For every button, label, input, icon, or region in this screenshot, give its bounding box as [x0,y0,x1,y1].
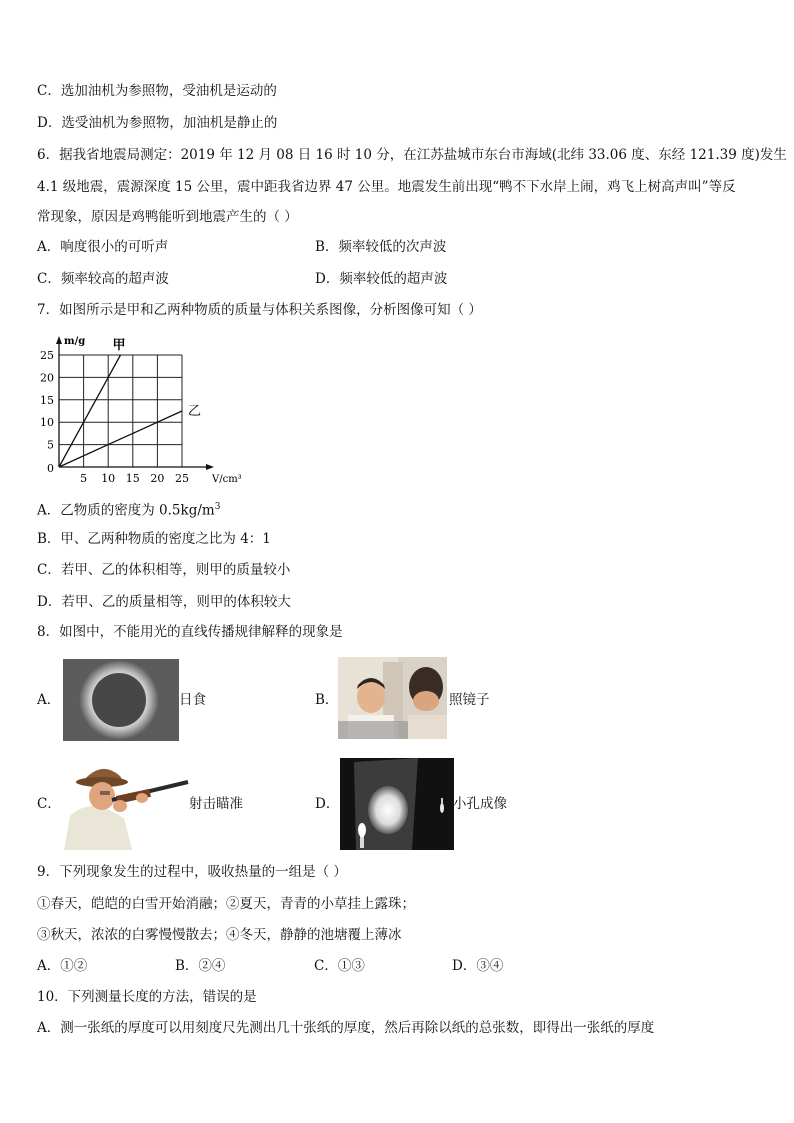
origin-label: 0 [47,462,54,475]
q9-stem: 9．下列现象发生的过程中，吸收热量的一组是（ ） [37,864,347,880]
q6-option-a: A．响度很小的可听声 [37,239,169,255]
q8-option-b-caption: 照镜子 [449,692,490,708]
mirror-reflection-image [338,657,447,739]
x-tick-label: 10 [101,472,116,485]
y-tick-label: 5 [47,438,54,452]
q10-option-a: A．测一张纸的厚度可以用刻度尺先测出几十张纸的厚度，然后再除以纸的总张数，即得出一张纸的厚度 [37,1020,655,1036]
x-tick-label: 5 [80,472,88,485]
q8-option-a-caption: 日食 [179,692,206,708]
q9-option-b: B．②④ [175,958,226,974]
q6-stem-line2: 4.1 级地震，震源深度 15 公里，震中距我省边界 47 公里。地震发生前出现“鸭不下水岸上闹，鸡飞上树高声叫”等反 [37,179,736,195]
q7-option-a: A．乙物质的密度为 $0.5kg/m^3$ [37,502,221,519]
q10-stem: 10．下列测量长度的方法，错误的是 [37,989,257,1005]
q9-option-d: D．③④ [452,958,504,974]
y-tick-label: 20 [40,371,54,385]
x-axis-label: V/cm³ [212,474,242,485]
q8-option-c-caption: 射击瞄准 [189,796,243,812]
q9-statement-1-2: ①春天，皑皑的白雪开始消融；②夏天，青青的小草挂上露珠； [37,896,415,912]
q7-option-d: D．若甲、乙的质量相等，则甲的体积较大 [37,594,291,610]
option-c-prev: C．选加油机为参照物，受油机是运动的 [37,83,277,99]
q6-stem-line3: 常现象，原因是鸡鸭能听到地震产生的（ ） [37,209,298,225]
aiming-rifle-image [62,760,190,850]
y-axis-label: m/g [64,336,86,347]
x-axis-arrow [206,464,214,470]
q9-statement-3-4: ③秋天，浓浓的白雾慢慢散去；④冬天，静静的池塘覆上薄冰 [37,927,402,943]
q6-stem-line1: 6．据我省地震局测定：2019 年 12 月 08 日 16 时 10 分，在江苏盐城市东台市海域(北纬 33.06 度、东经 121.39 度)发生 [37,147,787,163]
solar-eclipse-image [63,659,179,741]
q9-option-a: A．①② [37,958,88,974]
q8-option-d-caption: 小孔成像 [453,796,507,812]
q7-stem: 7．如图所示是甲和乙两种物质的质量与体积关系图像，分析图像可知（ ） [37,302,482,318]
series-line-1 [59,355,121,467]
x-tick-label: 20 [150,472,165,485]
q9-option-c: C．①③ [314,958,365,974]
q8-stem: 8．如图中，不能用光的直线传播规律解释的现象是 [37,624,343,640]
q8-option-b-label: B． [315,692,339,708]
pinhole-imaging-image [340,758,454,850]
q8-option-d-label: D． [315,796,340,812]
q6-option-d: D．频率较低的超声波 [315,271,448,287]
x-tick-label: 15 [125,472,140,485]
q7-option-c: C．若甲、乙的体积相等，则甲的质量较小 [37,562,291,578]
y-tick-label: 10 [40,416,54,430]
q6-option-c: C．频率较高的超声波 [37,271,169,287]
y-axis-arrow [56,336,62,344]
series-line-2 [59,411,182,467]
series-label-1: 甲 [112,338,126,353]
q8-option-a-label: A． [37,692,61,708]
q7-option-b: B．甲、乙两种物质的密度之比为 4：1 [37,531,271,547]
series-label-2: 乙 [188,404,202,419]
q8-option-c-label: C． [37,796,61,812]
option-d-prev: D．选受油机为参照物，加油机是静止的 [37,115,278,131]
y-tick-label: 25 [40,349,54,362]
mass-volume-graph [33,334,242,494]
x-tick-label: 25 [175,472,189,485]
y-tick-label: 15 [40,393,54,407]
q6-option-b: B．频率较低的次声波 [315,239,447,255]
